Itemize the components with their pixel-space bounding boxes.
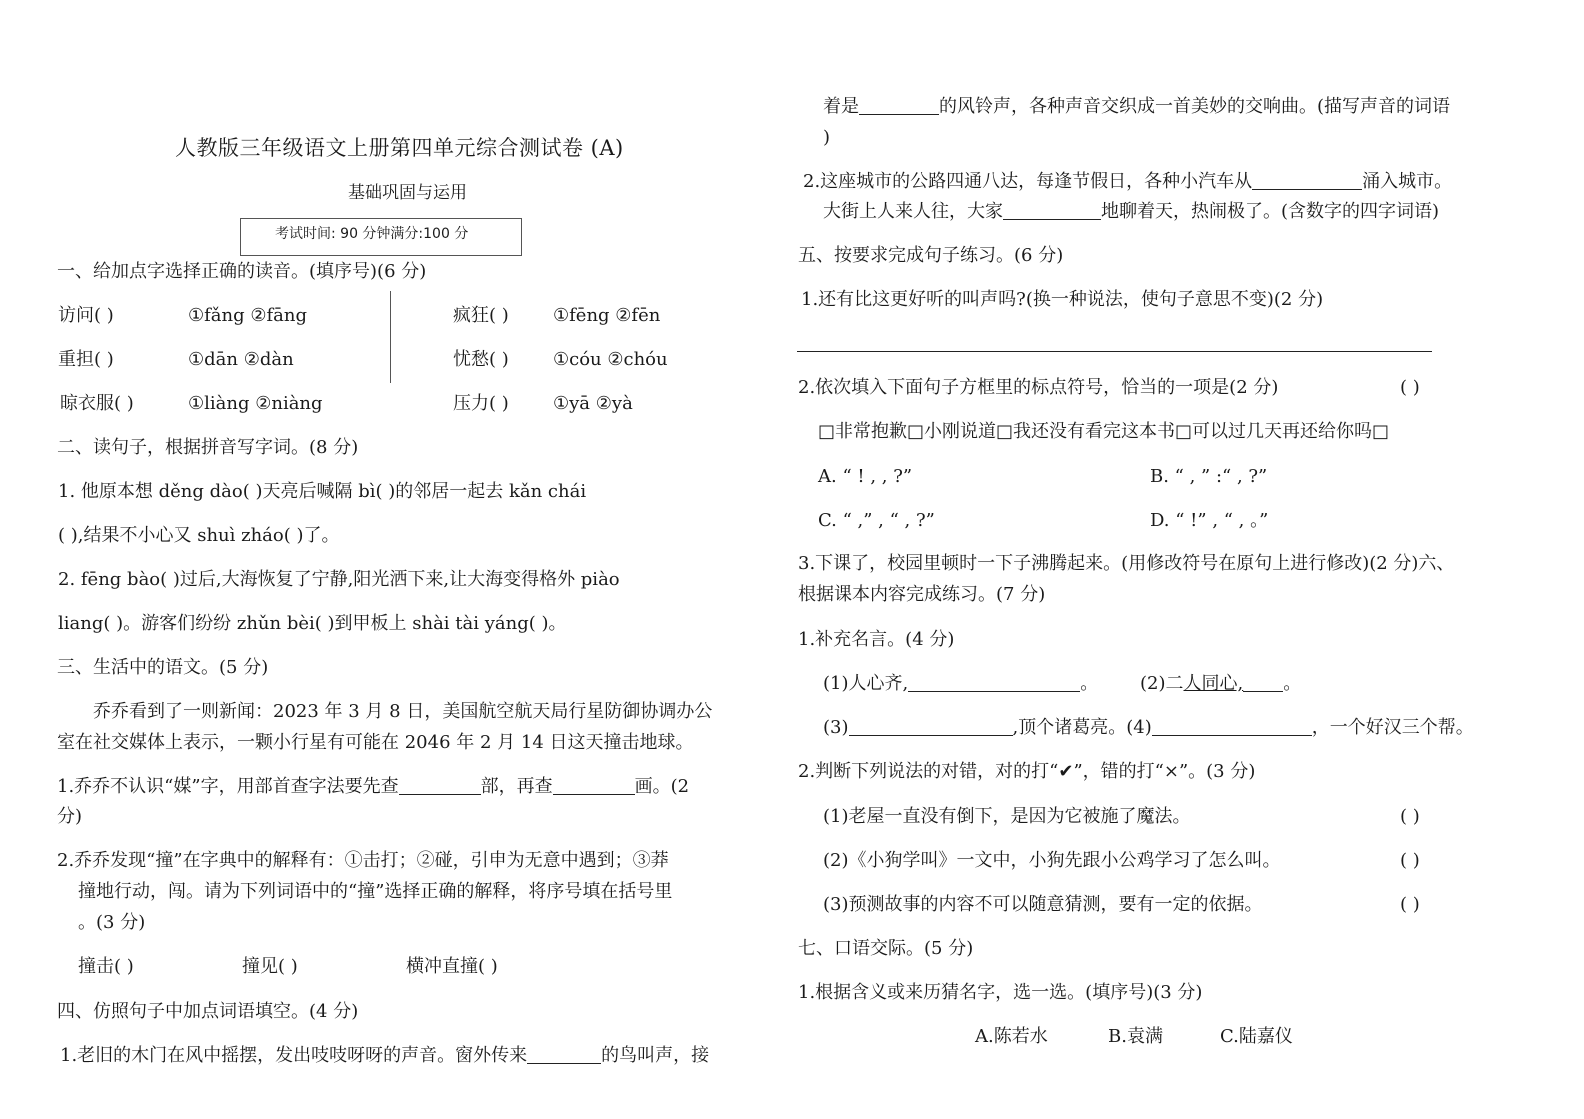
s4-question-1-close: ) xyxy=(823,127,831,148)
section1-heading: 一、给加点字选择正确的读音。(填序号)(6 分) xyxy=(57,261,427,282)
s3-passage-line-2: 室在社交媒体上表示，一颗小行星有可能在 2046 年 2 月 14 日这天撞击地球。 xyxy=(57,732,694,753)
blank-saying-2[interactable] xyxy=(1243,673,1283,692)
blank-bird-sound[interactable] xyxy=(527,1045,601,1064)
s7-name-a: A.陈若水 xyxy=(975,1026,1048,1047)
s5-option-b: B. “ , ” :“ , ?” xyxy=(1150,466,1268,487)
blank-strokes[interactable] xyxy=(553,776,635,795)
s5-option-c: C. “ ,” , “ , ?” xyxy=(818,510,935,531)
s1-item-4-word: 疯狂( ) xyxy=(453,305,509,326)
section3-heading: 三、生活中的语文。(5 分) xyxy=(57,657,269,678)
s7-name-c: C.陆嘉仪 xyxy=(1220,1026,1293,1047)
s3-question-2-line-1: 2.乔乔发现“撞”在字典中的解释有：①击打；②碰，引申为无意中遇到；③莽 xyxy=(57,850,669,871)
s2-line-3: 2. fēng bào( )过后,大海恢复了宁静,阳光洒下来,让大海变得格外 piào xyxy=(58,569,620,590)
section1-divider xyxy=(390,291,391,383)
s1-item-1-word: 访问( ) xyxy=(58,305,114,326)
blank-four-char-1[interactable] xyxy=(1252,171,1362,190)
s3-passage-line-1: 乔乔看到了一则新闻：2023 年 3 月 8 日，美国航空航天局行星防御协调办公 xyxy=(93,701,713,722)
s2-line-2: ( ),结果不小心又 shuì zháo( )了。 xyxy=(58,525,340,546)
s5-answer-line[interactable] xyxy=(797,351,1432,352)
blank-saying-3[interactable] xyxy=(849,717,1013,736)
s1-item-3-word: 晾衣服( ) xyxy=(60,393,134,414)
s3-question-2-line-2: 撞地行动，闯。请为下列词语中的“撞”选择正确的解释，将序号填在括号里 xyxy=(78,881,673,902)
section5-heading: 五、按要求完成句子练习。(6 分) xyxy=(798,245,1064,266)
s3-word-1: 撞击( ) xyxy=(78,956,134,977)
s5-question-2-sentence: □非常抱歉□小刚说道□我还没有看完这本书□可以过几天再还给你吗□ xyxy=(818,421,1390,442)
s6-judgment-2-paren[interactable]: ( ) xyxy=(1400,850,1420,871)
s7-name-b: B.袁满 xyxy=(1108,1026,1163,1047)
s6-fill-3: (3) ,顶个诸葛亮。(4) ，一个好汉三个帮。 xyxy=(823,717,1474,738)
s6-question-2: 2.判断下列说法的对错，对的打“✔”，错的打“×”。(3 分) xyxy=(798,761,1256,782)
s6-fill-2: (2)二人同心, 。 xyxy=(1140,673,1302,694)
page-subtitle: 基础巩固与运用 xyxy=(348,183,467,203)
s6-judgment-3: (3)预测故事的内容不可以随意猜测，要有一定的依据。 xyxy=(823,894,1263,915)
s1-item-6-options: ①yā ②yà xyxy=(553,393,633,414)
s1-item-5-options: ①cóu ②chóu xyxy=(553,349,668,370)
section6-heading: 根据课本内容完成练习。(7 分) xyxy=(798,584,1046,605)
s3-word-3: 横冲直撞( ) xyxy=(406,956,498,977)
s4-question-2-line-1: 2.这座城市的公路四通八达，每逢节假日，各种小汽车从 涌入城市。 xyxy=(803,171,1453,192)
s5-question-2-answer-paren[interactable]: ( ) xyxy=(1400,377,1420,398)
s4-question-2-line-2: 大街上人来人往，大家 地聊着天，热闹极了。(含数字的四字词语) xyxy=(823,201,1440,222)
s7-question-1: 1.根据含义或来历猜名字，选一选。(填序号)(3 分) xyxy=(798,982,1203,1003)
s1-item-1-options: ①fǎng ②fāng xyxy=(188,305,308,326)
s5-question-2: 2.依次填入下面句子方框里的标点符号，恰当的一项是(2 分) xyxy=(798,377,1279,398)
s4-question-1-cont: 着是 的风铃声，各种声音交织成一首美妙的交响曲。(描写声音的词语 xyxy=(823,96,1451,117)
s3-word-2: 撞见( ) xyxy=(242,956,298,977)
exam-info-text: 考试时间: 90 分钟满分:100 分 xyxy=(275,226,469,242)
s3-question-1: 1.乔乔不认识“媒”字，用部首查字法要先查 部，再查 画。(2 xyxy=(57,776,690,797)
section2-heading: 二、读句子，根据拼音写字词。(8 分) xyxy=(57,437,359,458)
s1-item-6-word: 压力( ) xyxy=(453,393,509,414)
s6-judgment-3-paren[interactable]: ( ) xyxy=(1400,894,1420,915)
blank-saying-4[interactable] xyxy=(1152,717,1312,736)
blank-four-char-2[interactable] xyxy=(1003,201,1101,220)
page-title: 人教版三年级语文上册第四单元综合测试卷 (A) xyxy=(175,136,624,160)
s2-line-1: 1. 他原本想 děng dào( )天亮后喊隔 bì( )的邻居一起去 kǎn chái xyxy=(58,481,587,502)
s6-question-1: 1.补充名言。(4 分) xyxy=(798,629,955,650)
s5-question-3-line-1: 3.下课了，校园里顿时一下子沸腾起来。(用修改符号在原句上进行修改)(2 分)六、 xyxy=(798,553,1455,574)
s2-line-4: liang( )。游客们纷纷 zhǔn bèi( )到甲板上 shài tài yáng( )。 xyxy=(58,613,567,634)
exam-info-box xyxy=(240,218,522,256)
s6-fill-1: (1)人心齐, 。 xyxy=(823,673,1099,694)
blank-windchime-sound[interactable] xyxy=(859,96,939,115)
s3-question-2-line-3: 。(3 分) xyxy=(78,912,146,933)
section4-heading: 四、仿照句子中加点词语填空。(4 分) xyxy=(57,1001,359,1022)
s1-item-4-options: ①fēng ②fēn xyxy=(553,305,661,326)
s6-judgment-2: (2)《小狗学叫》一文中，小狗先跟小公鸡学习了怎么叫。 xyxy=(823,850,1281,871)
s5-question-1: 1.还有比这更好听的叫声吗?(换一种说法，使句子意思不变)(2 分) xyxy=(801,289,1324,310)
s6-judgment-1: (1)老屋一直没有倒下，是因为它被施了魔法。 xyxy=(823,806,1191,827)
s4-question-1: 1.老旧的木门在风中摇摆，发出吱吱呀呀的声音。窗外传来 的鸟叫声，接 xyxy=(60,1045,710,1066)
blank-saying-1[interactable] xyxy=(908,673,1080,692)
s3-question-1-score: 分) xyxy=(57,806,83,827)
s6-judgment-1-paren[interactable]: ( ) xyxy=(1400,806,1420,827)
s1-item-3-options: ①liàng ②niàng xyxy=(188,393,323,414)
s1-item-5-word: 忧愁( ) xyxy=(453,349,509,370)
section7-heading: 七、口语交际。(5 分) xyxy=(798,938,974,959)
s5-option-a: A. “ ! , , ?” xyxy=(818,466,913,487)
s5-option-d: D. “ !” , “ , 。” xyxy=(1150,510,1269,531)
s1-item-2-options: ①dān ②dàn xyxy=(188,349,294,370)
s1-item-2-word: 重担( ) xyxy=(58,349,114,370)
blank-radical[interactable] xyxy=(399,776,481,795)
